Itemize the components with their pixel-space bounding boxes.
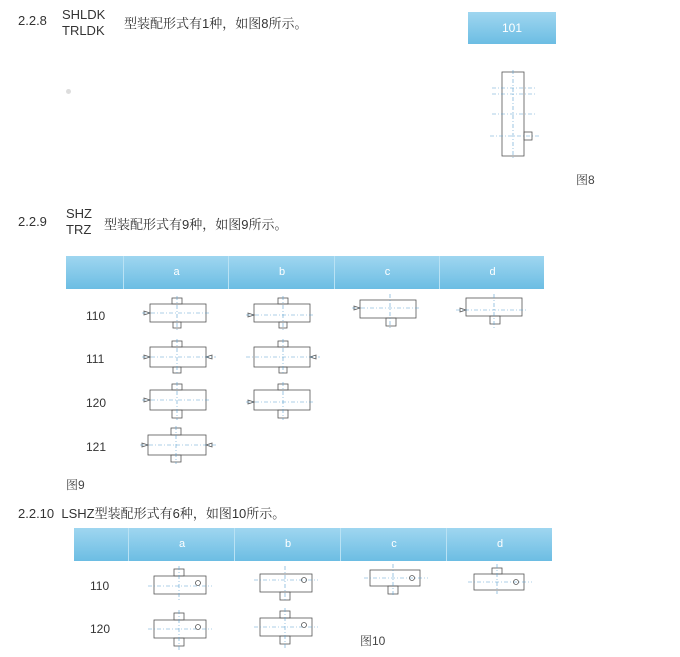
row-label-110: 110 [86, 309, 106, 323]
section-number-2-2-8: 2.2.8 [18, 13, 47, 28]
assembly-drawing-lshz-120-a [146, 610, 216, 650]
assembly-drawing-lshz-110-b [252, 566, 322, 604]
column-header-a: a [128, 528, 235, 561]
assembly-drawing-120-b [244, 382, 320, 420]
model-names-2-2-8 [62, 7, 105, 39]
assembly-drawing-110-d [454, 294, 530, 328]
column-header-a: a [123, 256, 229, 289]
assembly-drawing-110-c [350, 294, 426, 328]
column-header-b: b [228, 256, 335, 289]
section-description-2-2-8: 型装配形式有1种，如图8所示。 [124, 16, 308, 31]
column-header: 101 [501, 21, 523, 35]
column-header-c: c [334, 256, 440, 289]
model-name: TRLDK [62, 23, 105, 38]
model-names-2-2-9 [66, 206, 92, 238]
column-header-d: d [439, 256, 545, 289]
row-label-column-header [74, 528, 128, 561]
row-label-110: 110 [90, 579, 110, 593]
section-number-2-2-9: 2.2.9 [18, 214, 47, 229]
figure-label-9: 图9 [66, 478, 85, 492]
column-header-b: b [234, 528, 341, 561]
column-header-c: c [340, 528, 447, 561]
assembly-drawing-121-a [138, 426, 220, 464]
row-label-111: 111 [86, 352, 105, 366]
row-label-120: 120 [86, 396, 107, 410]
assembly-drawing-110-a [140, 296, 216, 330]
assembly-drawing-lshz-110-a [146, 566, 216, 602]
figure-label-8: 图8 [576, 173, 595, 187]
model-name: SHLDK [62, 7, 106, 22]
table-header-fig10 [74, 528, 552, 561]
model-name: TRZ [66, 222, 92, 237]
row-label-column-header [66, 256, 123, 289]
table-header-101 [468, 12, 556, 44]
section-description-2-2-9: 型装配形式有9种，如图9所示。 [104, 217, 288, 232]
section-heading-2-2-10: 2.2.10 LSHZ型装配形式有6种，如图10所示。 [18, 506, 286, 521]
row-label-120: 120 [90, 622, 111, 636]
column-header-d: d [446, 528, 553, 561]
table-header-fig9 [66, 256, 544, 289]
assembly-drawing-111-b [244, 339, 324, 375]
assembly-drawing-lshz-110-c [362, 564, 432, 598]
assembly-drawing-101 [488, 70, 548, 160]
assembly-drawing-lshz-110-d [466, 564, 536, 596]
figure-label-10: 图10 [360, 634, 386, 648]
assembly-drawing-111-a [140, 339, 220, 375]
model-name: SHZ [66, 206, 92, 221]
assembly-drawing-120-a [140, 382, 216, 420]
row-label-121: 121 [86, 440, 107, 454]
speck [66, 89, 71, 94]
assembly-drawing-110-b [244, 296, 320, 330]
assembly-drawing-lshz-120-b [252, 608, 322, 648]
